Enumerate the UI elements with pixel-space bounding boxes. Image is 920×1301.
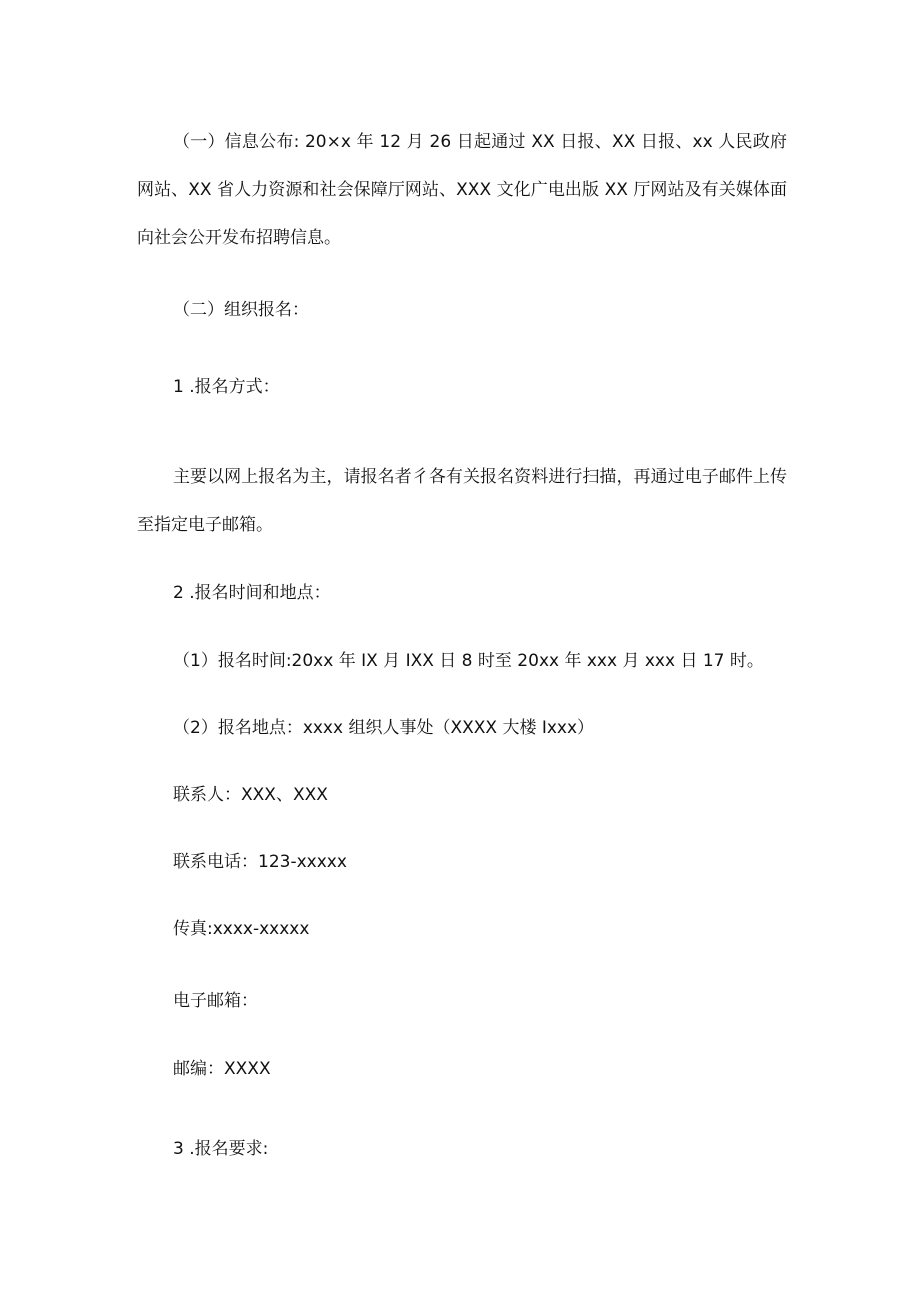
paragraph-contact-phone: 联系电话：123-xxxxx [173, 852, 347, 872]
paragraph-registration-method-heading: 1 .报名方式： [173, 377, 280, 397]
paragraph-fax: 传真:xxxx-xxxxx [173, 919, 310, 939]
paragraph-registration-time: （1）报名时间:20xx 年 IX 月 IXX 日 8 时至 20xx 年 xxx 月 xxx 日 17 时。 [173, 651, 764, 671]
paragraph-email: 电子邮箱： [173, 991, 258, 1011]
paragraph-registration-place: （2）报名地点：xxxx 组织人事处（XXXX 大楼 Ixxx） [173, 718, 595, 738]
paragraph-info-publication: （一）信息公布: 20×x 年 12 月 26 日起通过 XX 日报、XX 日报、xx 人民政府网站、XX 省人力资源和社会保障厅网站、XXX 文化广电出版 XX 厅网站及有关媒体面向社会公开发布招聘信息。 [137, 132, 787, 248]
paragraph-registration-heading: （二）组织报名： [173, 300, 309, 320]
paragraph-contact-person: 联系人：XXX、XXX [173, 785, 328, 805]
paragraph-registration-time-place-heading: 2 .报名时间和地点： [173, 583, 331, 603]
paragraph-postcode: 邮编：XXXX [173, 1059, 271, 1079]
paragraph-registration-requirements-heading: 3 .报名要求: [173, 1139, 269, 1159]
paragraph-registration-method: 主要以网上报名为主，请报名者彳各有关报名资料进行扫描，再通过电子邮件上传至指定电子邮箱。 [137, 467, 787, 535]
